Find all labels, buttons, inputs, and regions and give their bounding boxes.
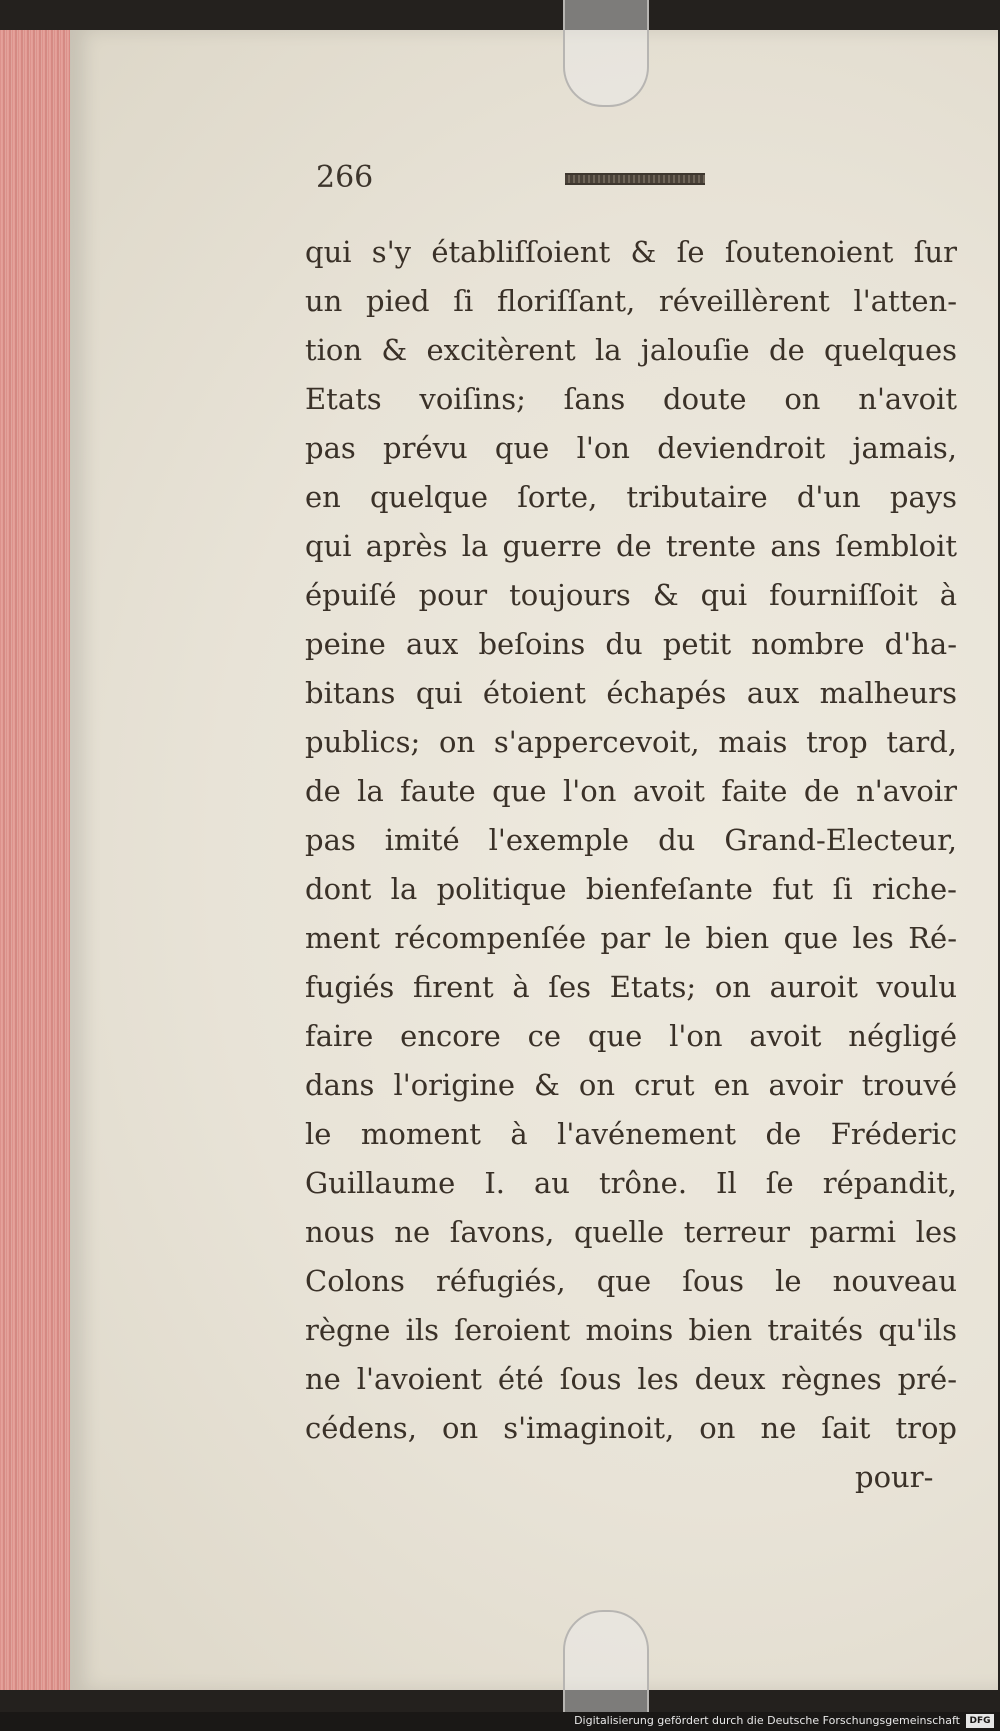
header-ornament-rule — [565, 173, 705, 185]
text-line: un pied ſi floriſſant, réveillèrent l'atten- — [305, 284, 957, 318]
text-line: de la faute que l'on avoit faite de n'avoir — [305, 774, 957, 808]
text-line: le moment à l'avénement de Fréderic — [305, 1117, 957, 1151]
text-line: dont la politique bienfeſante fut ſi riche- — [305, 872, 957, 906]
digitization-credit: Digitalisierung gefördert durch die Deutsche Forschungsgemeinschaft — [574, 1714, 960, 1727]
text-line: en quelque ſorte, tributaire d'un pays — [305, 480, 957, 514]
text-line: règne ils ſeroient moins bien traités qu'ils — [305, 1313, 957, 1347]
text-line: pas prévu que l'on deviendroit jamais, — [305, 431, 957, 465]
text-line: qui s'y établiſſoient & ſe ſoutenoient ſur — [305, 235, 957, 269]
dfg-logo-icon: DFG — [966, 1714, 994, 1728]
text-line: tion & excitèrent la jalouſie de quelques — [305, 333, 957, 367]
text-line: pas imité l'exemple du Grand-Electeur, — [305, 823, 957, 857]
page-number: 266 — [316, 160, 374, 195]
text-line: publics; on s'appercevoit, mais trop tard, — [305, 725, 957, 759]
catchword: pour- — [855, 1460, 934, 1494]
text-line: nous ne ſavons, quelle terreur parmi les — [305, 1215, 957, 1249]
text-line: qui après la guerre de trente ans ſembloit — [305, 529, 957, 563]
text-line: Colons réfugiés, que ſous le nouveau — [305, 1264, 957, 1298]
body-text — [305, 228, 957, 1453]
text-line: dans l'origine & on crut en avoir trouvé — [305, 1068, 957, 1102]
text-line: ne l'avoient été ſous les deux règnes pré- — [305, 1362, 957, 1396]
page-edge-red — [0, 30, 72, 1690]
text-line: Guillaume I. au trône. Il ſe répandit, — [305, 1166, 957, 1200]
text-line: peine aux beſoins du petit nombre d'ha- — [305, 627, 957, 661]
text-line: cédens, on s'imaginoit, on ne ſait trop — [305, 1411, 957, 1445]
text-line: faire encore ce que l'on avoit négligé — [305, 1019, 957, 1053]
text-line: Etats voiſins; ſans doute on n'avoit — [305, 382, 957, 416]
text-line: ment récompenſée par le bien que les Ré- — [305, 921, 957, 955]
text-line: bitans qui étoient échapés aux malheurs — [305, 676, 957, 710]
text-line: fugiés firent à ſes Etats; on auroit voulu — [305, 970, 957, 1004]
book-clamp-top — [563, 0, 649, 107]
text-line: épuiſé pour toujours & qui fourniſſoit à — [305, 578, 957, 612]
